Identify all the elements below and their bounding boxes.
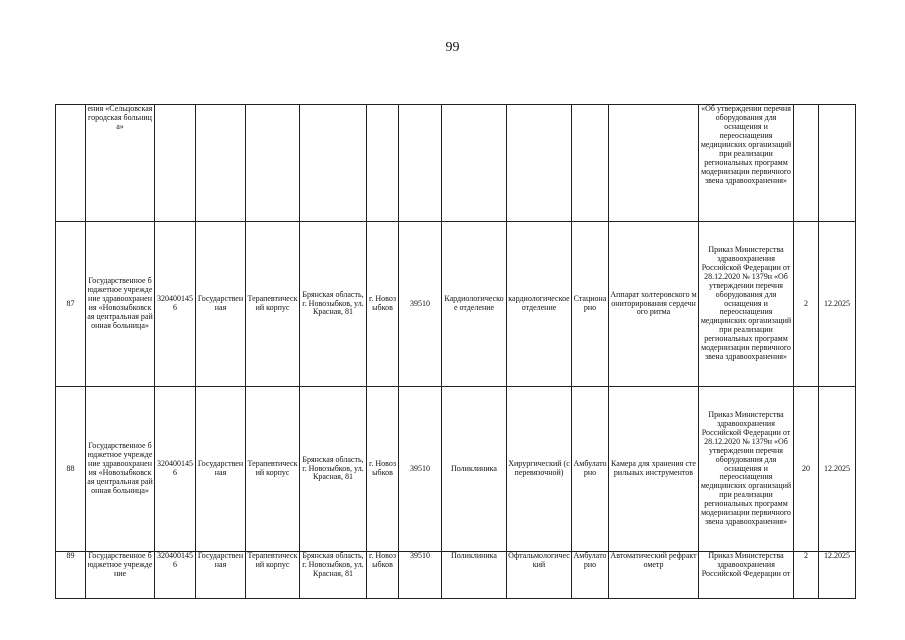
organization-name: Государственное бюджетное учреждение xyxy=(86,552,155,599)
ownership-form: Государственная xyxy=(196,387,246,552)
quantity: 2 xyxy=(794,552,819,599)
ownership-form: Государственная xyxy=(196,552,246,599)
deadline: 12.2025 xyxy=(819,387,856,552)
quantity xyxy=(794,105,819,222)
row-number xyxy=(56,105,86,222)
organization-code: 3204001456 xyxy=(155,222,196,387)
organization-name: ения «Сельцовская городская больница» xyxy=(86,105,155,222)
table-row xyxy=(56,222,856,387)
care-type: Амбулаторно xyxy=(572,387,609,552)
organization-code: 3204001456 xyxy=(155,552,196,599)
equipment-name: Автоматический рефрактометр xyxy=(609,552,699,599)
subdivision: Офтальмологический xyxy=(507,552,572,599)
subdivision: кардиологическое отделение xyxy=(507,222,572,387)
legal-basis: «Об утверждении перечня оборудования для оснащения и переоснащения медицинских организаций при реализации региональных программ модернизации первичного звена здравоохранения» xyxy=(699,105,794,222)
department: Поликлиника xyxy=(442,387,507,552)
ownership-form: Государственная xyxy=(196,222,246,387)
building-unit: Терапевтический корпус xyxy=(246,222,300,387)
equipment-name: Аппарат холтеровского мониторирования сердечного ритма xyxy=(609,222,699,387)
address xyxy=(300,105,367,222)
legal-basis: Приказ Министерства здравоохранения Российской Федерации от 28.12.2020 № 1379н «Об утверждении перечня оборудования для оснащения и переоснащения медицинских организаций при реализации региональных программ модернизации первичного звена здравоохранения» xyxy=(699,387,794,552)
quantity: 20 xyxy=(794,387,819,552)
equipment-table xyxy=(55,104,856,599)
equipment-name: Камера для хранения стерильных инструментов xyxy=(609,387,699,552)
equipment-name xyxy=(609,105,699,222)
locality xyxy=(367,105,399,222)
subdivision: Хирургический (с перевязочной) xyxy=(507,387,572,552)
deadline: 12.2025 xyxy=(819,222,856,387)
deadline: 12.2025 xyxy=(819,552,856,599)
oktmo-code xyxy=(399,105,442,222)
organization-name: Государственное бюджетное учреждение здравоохранения «Новозыбковская центральная районная больница» xyxy=(86,387,155,552)
oktmo-code: 39510 xyxy=(399,222,442,387)
building-unit: Терапевтический корпус xyxy=(246,387,300,552)
address: Брянская область, г. Новозыбков, ул.Красная, 81 xyxy=(300,552,367,599)
oktmo-code: 39510 xyxy=(399,552,442,599)
ownership-form xyxy=(196,105,246,222)
table-row xyxy=(56,552,856,599)
department xyxy=(442,105,507,222)
department: Поликлиника xyxy=(442,552,507,599)
address: Брянская область, г. Новозыбков, ул. Красная, 81 xyxy=(300,387,367,552)
subdivision xyxy=(507,105,572,222)
building-unit: Терапевтический корпус xyxy=(246,552,300,599)
legal-basis: Приказ Министерства здравоохранения Российской Федерации от 28.12.2020 № 1379н «Об утверждении перечня оборудования для оснащения и переоснащения медицинских организаций при реализации региональных программ модернизации первичного звена здравоохранения» xyxy=(699,222,794,387)
building-unit xyxy=(246,105,300,222)
row-number: 89 xyxy=(56,552,86,599)
quantity: 2 xyxy=(794,222,819,387)
department: Кардиологическое отделение xyxy=(442,222,507,387)
oktmo-code: 39510 xyxy=(399,387,442,552)
locality: г. Новозыбков xyxy=(367,222,399,387)
page-number: 99 xyxy=(445,40,460,55)
deadline xyxy=(819,105,856,222)
organization-code xyxy=(155,105,196,222)
row-number: 87 xyxy=(56,222,86,387)
care-type: Амбулаторно xyxy=(572,552,609,599)
table-row xyxy=(56,387,856,552)
organization-code: 3204001456 xyxy=(155,387,196,552)
table-row xyxy=(56,105,856,222)
locality: г. Новозыбков xyxy=(367,387,399,552)
legal-basis: Приказ Министерства здравоохранения Российской Федерации от xyxy=(699,552,794,599)
organization-name: Государственное бюджетное учреждение здравоохранения «Новозыбковская центральная районная больница» xyxy=(86,222,155,387)
row-number: 88 xyxy=(56,387,86,552)
address: Брянская область, г. Новозыбков, ул. Красная, 81 xyxy=(300,222,367,387)
care-type xyxy=(572,105,609,222)
locality: г. Новозыбков xyxy=(367,552,399,599)
care-type: Стационарно xyxy=(572,222,609,387)
